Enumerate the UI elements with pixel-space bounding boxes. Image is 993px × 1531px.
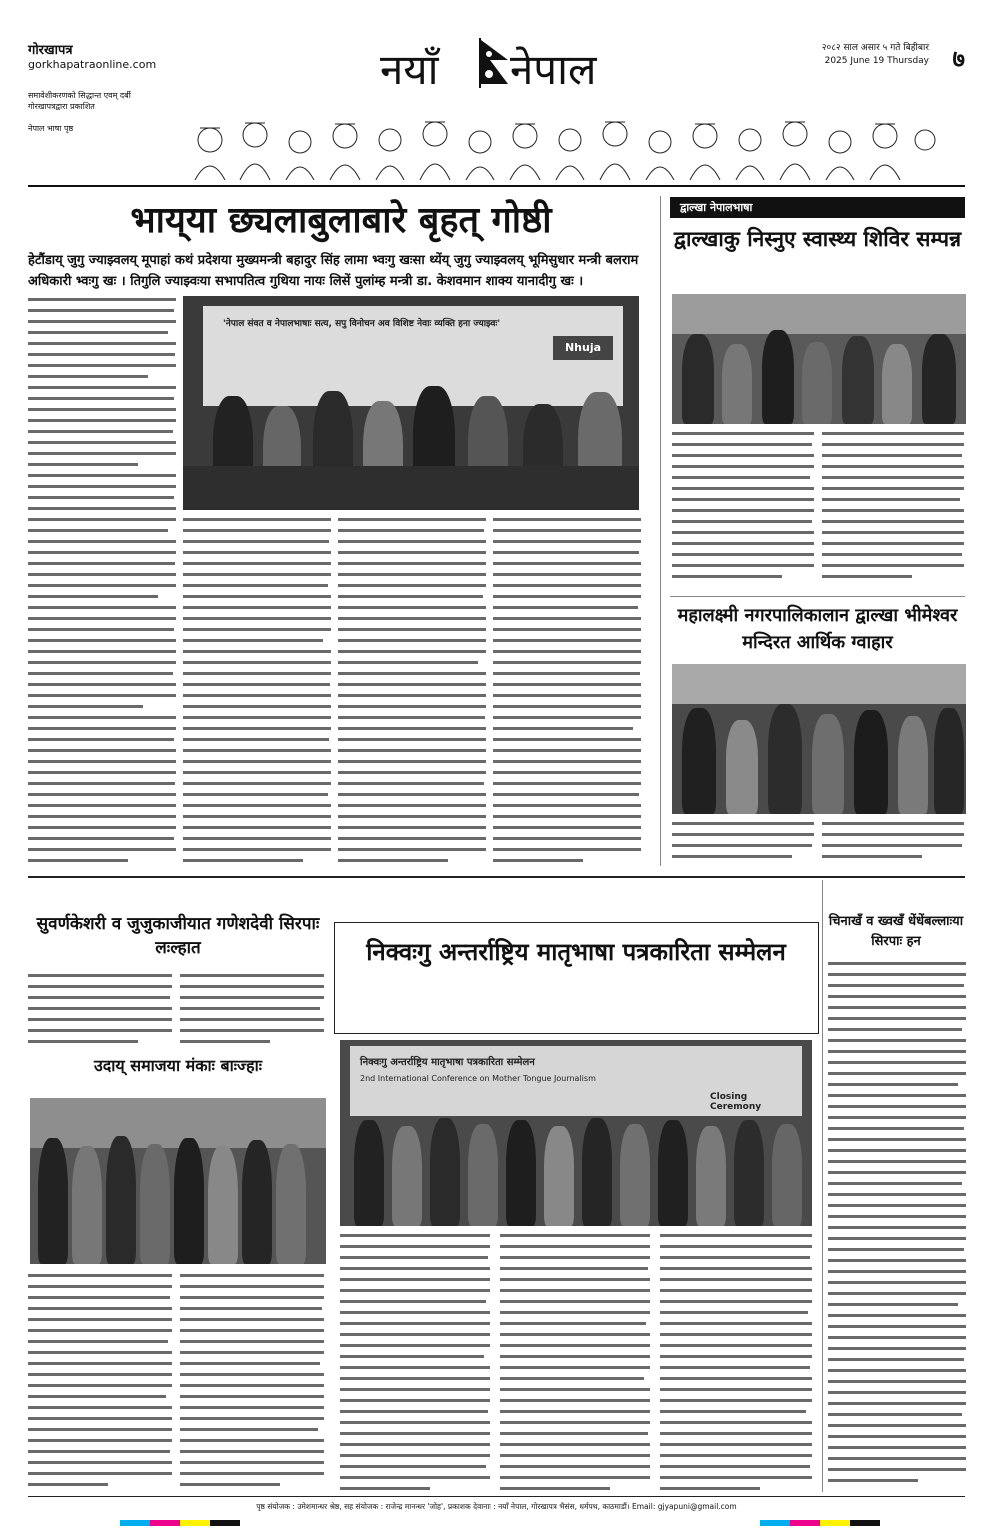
left-bottom-col-4 (180, 1272, 324, 1492)
page-number: ७ (952, 45, 965, 73)
print-color-bar-magenta (150, 1520, 180, 1526)
nhuja-logo: Nhuja (553, 336, 613, 360)
masthead-title-left: नयाँ (380, 45, 439, 94)
masthead-title-right: नेपाल (510, 45, 597, 94)
conference-banner-subtitle: 2nd International Conference on Mother Tongue Journalism (360, 1074, 596, 1083)
sidebar-mid-headline: महालक्ष्मी नगरपालिकालान द्वाल्खा भीमेश्वर मन्दिरत आर्थिक ग्वाहार (677, 605, 958, 653)
right-bottom-headline: चिनाखँ व ख्वखँ धेंधेंबल्लाःया सिरपाः हन (828, 914, 964, 949)
health-camp-photo (672, 294, 966, 424)
photo-banner-text: 'नेपाल संवत व नेपालभाषाः सत्य, सपु विनोचन अव विशिष्ट नेवाः व्यक्ति हना ज्याझ्वः' (223, 319, 501, 329)
conference-photo (340, 1040, 812, 1226)
crowd-illustration (180, 90, 940, 180)
masthead-title (380, 40, 597, 97)
sidebar-section-tag: द्वाल्खा नेपालभाषा (670, 197, 965, 218)
masthead-date: २०८२ साल असार ५ गते बिहीबार 2025 June 19 Thursday (821, 43, 929, 66)
text-lines (28, 972, 172, 1052)
masthead-left (28, 44, 178, 136)
left-bottom-col-1 (28, 972, 172, 1052)
text-lines (493, 516, 641, 866)
sidebar-mid-col-2 (822, 820, 964, 866)
left-bottom-col-2 (180, 972, 324, 1052)
text-lines (338, 516, 486, 866)
text-lines (672, 430, 814, 590)
text-lines (500, 1232, 650, 1492)
text-lines (180, 1272, 324, 1492)
text-lines (672, 820, 814, 866)
sidebar-mid-col-1 (672, 820, 814, 866)
text-lines (828, 960, 966, 1492)
main-column-4 (493, 516, 641, 866)
conference-banner-closing: Closing Ceremony (710, 1092, 762, 1112)
print-color-bar-magenta-2 (790, 1520, 820, 1526)
left-bottom-subhead: उदाय् समाजया मंकाः बाःज्हाः (94, 1056, 262, 1075)
print-color-bar-cyan (120, 1520, 150, 1526)
center-bottom-col-3 (660, 1232, 812, 1492)
page-label: नेपाल भाषा पृष्ठ (28, 124, 74, 133)
conference-banner-title: निक्वःगु अन्तर्राष्ट्रिय मातृभाषा पत्रकारिता सम्मेलन (360, 1057, 535, 1068)
publisher-name: गोरखापत्र (28, 43, 73, 58)
main-column-3 (338, 516, 486, 866)
text-lines (180, 972, 324, 1052)
text-lines (822, 820, 964, 866)
main-story-photo (183, 296, 639, 510)
footer-rule (28, 1496, 965, 1497)
masthead-rule (28, 185, 965, 187)
sidebar-top-col-1 (672, 430, 814, 590)
section-rule (28, 876, 965, 878)
center-bottom-col-1 (340, 1232, 490, 1492)
text-lines (822, 430, 964, 590)
sidebar-top-headline: द्वाल्खाकु निस्नुए स्वास्थ्य शिविर सम्पन्न (673, 226, 962, 251)
sidebar-top-col-2 (822, 430, 964, 590)
right-bottom-col (828, 960, 966, 1492)
nepal-flag-icon (478, 38, 512, 88)
women-group-photo (30, 1098, 326, 1264)
text-lines (28, 1272, 172, 1492)
left-bottom-headline: सुवर्णकेशरी व जुजुकाजीयात गणेशदेवी सिरपाः लःल्हात (36, 914, 320, 958)
print-color-bar-cyan-2 (760, 1520, 790, 1526)
footer-credits: पृष्ठ संयोजक : उमेशमान्धर श्रेष्ठ, सह संयोजक : राजेन्द्र मानन्धर 'जोह', प्रकाशक देवानाः : नयाँ नेपाल, गोरखापत्र भैसंस, धर्मपथ, काठमाडौं। Email: gjyapuni@gmail.com (256, 1502, 737, 1511)
main-lead: हेटौंडाय् जुगु ज्याझ्वलय् मूपाहां कथं प्रदेशया मुख्यमन्त्री बहादुर सिंह लामा भ्वःगु खःसा थ्येंय् जुगु ज्याझ्वलय् भूमिसुधार मन्त्री बलराम अधिकारी भ्वःगु खः । तिगुलि ज्याझ्वःया सभापतित्व गुथिया नायः लिसें पुलांम्ह मन्त्री डा. केशवमान शाक्य यानादीगु खः । (28, 253, 639, 289)
text-lines (183, 516, 331, 866)
column-divider (660, 196, 661, 866)
publisher-website[interactable]: gorkhapatraonline.com (28, 58, 157, 71)
main-headline: भाय्‌या छ्यलाबुलाबारे बृहत्‌ गोष्ठी (130, 199, 552, 241)
publisher-note: समावेशीकरणको सिद्धान्त एवम् दर्बी गोरखापत्रद्वारा प्रकाशित (28, 91, 131, 111)
print-color-bar-yellow (180, 1520, 210, 1526)
print-color-bar-black (210, 1520, 240, 1526)
text-lines (660, 1232, 812, 1492)
print-color-bar-black-2 (850, 1520, 880, 1526)
main-column-1 (28, 296, 176, 866)
center-bottom-headline: निक्वःगु अन्तर्राष्ट्रिय मातृभाषा पत्रकारिता सम्मेलन (366, 937, 786, 966)
text-lines (340, 1232, 490, 1492)
temple-donation-photo (672, 664, 966, 814)
right-column-divider (822, 880, 823, 1492)
main-column-2 (183, 516, 331, 866)
text-lines (28, 296, 176, 866)
center-bottom-col-2 (500, 1232, 650, 1492)
print-color-bar-yellow-2 (820, 1520, 850, 1526)
sidebar-divider (670, 596, 965, 597)
left-bottom-col-3 (28, 1272, 172, 1492)
